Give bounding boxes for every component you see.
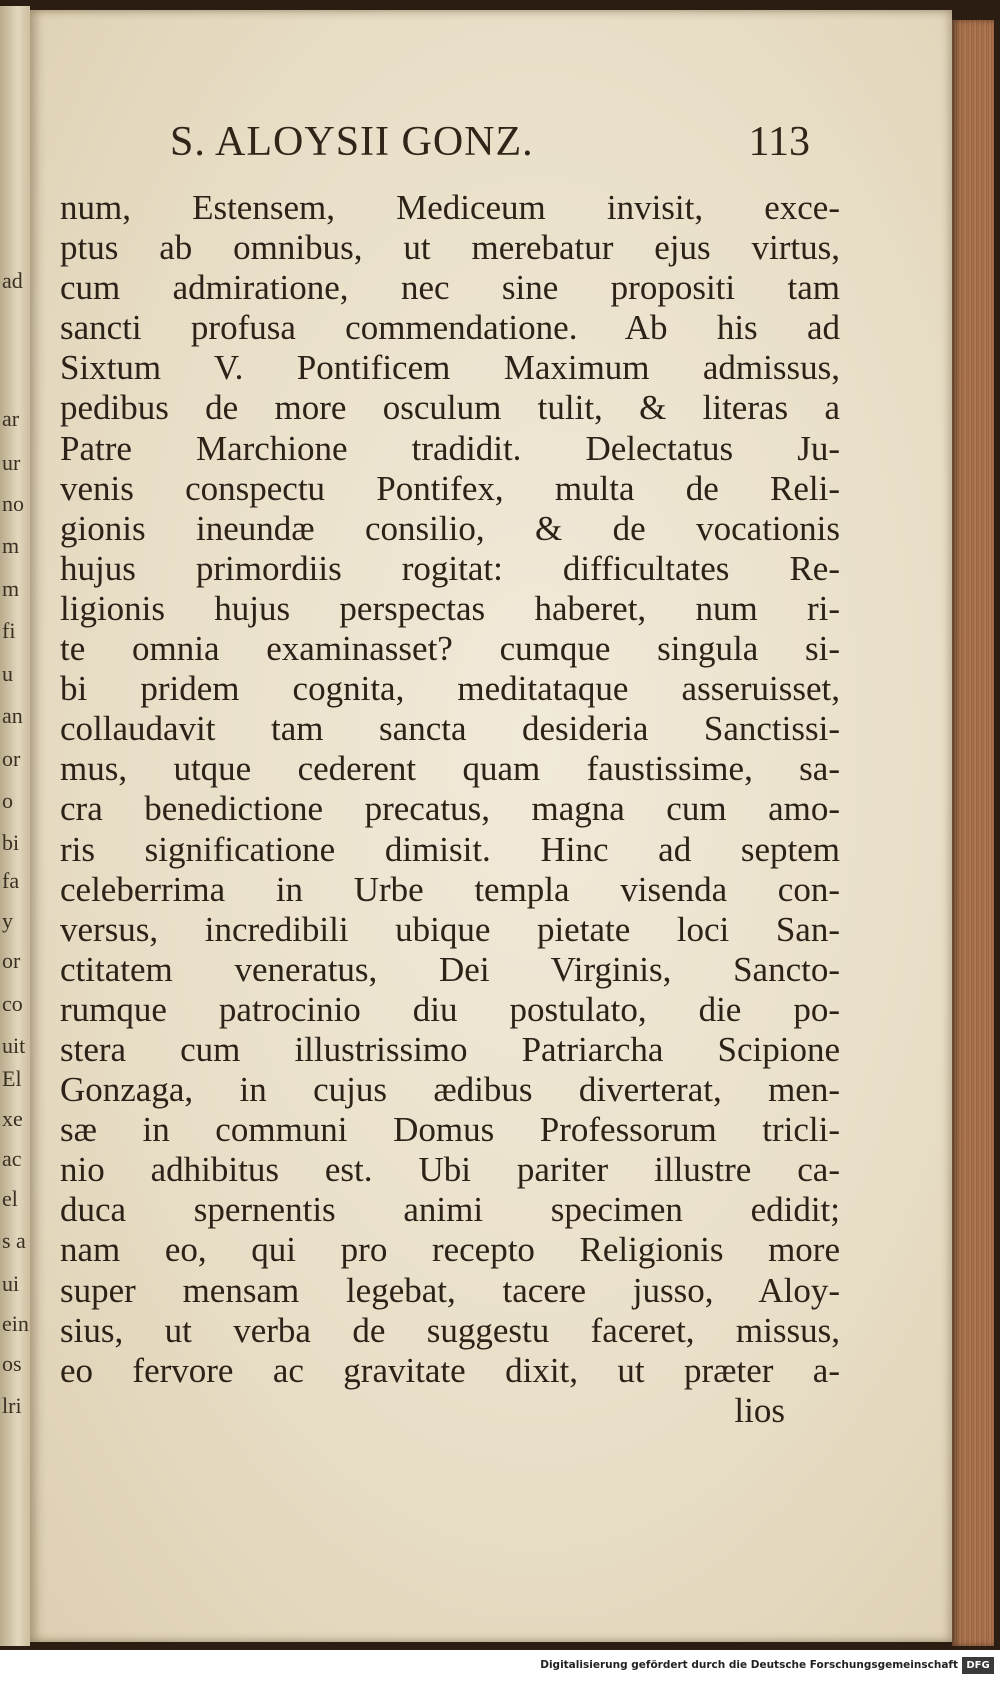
previous-page-fragment: uit bbox=[2, 1033, 26, 1058]
text-line: stera cum illustrissimo Patriarcha Scipione bbox=[60, 1029, 840, 1069]
text-line: Sixtum V. Pontificem Maximum admissus, bbox=[60, 348, 840, 388]
text-line: te omnia examinasset? cumque singula si- bbox=[60, 629, 840, 669]
previous-page-fragment: ui bbox=[2, 1271, 20, 1296]
previous-page-fragment: ad bbox=[2, 268, 23, 293]
text-line: num, Estensem, Mediceum invisit, exce- bbox=[60, 188, 840, 227]
page-header bbox=[170, 118, 810, 178]
page-number: 113 bbox=[748, 119, 810, 165]
previous-page-fragment: ein bbox=[2, 1311, 29, 1336]
text-line: Patre Marchione tradidit. Delectatus Ju- bbox=[60, 428, 840, 468]
text-line: eo fervore ac gravitate dixit, ut præter a- bbox=[60, 1350, 840, 1390]
text-line: ptus ab omnibus, ut merebatur ejus virtus, bbox=[60, 228, 840, 268]
body-text bbox=[60, 188, 840, 1431]
text-line: Gonzaga, in cujus ædibus diverterat, men- bbox=[60, 1070, 840, 1110]
text-line: cum admiratione, nec sine propositi tam bbox=[60, 268, 840, 308]
text-line: collaudavit tam sancta desideria Sanctissi- bbox=[60, 709, 840, 749]
previous-page-fragment: el bbox=[2, 1186, 18, 1211]
previous-page-fragment: lri bbox=[2, 1393, 22, 1418]
running-head: S. ALOYSII GONZ. bbox=[170, 119, 534, 165]
funding-credit: Digitalisierung gefördert durch die Deutsche Forschungsgemeinschaft bbox=[540, 1659, 958, 1671]
previous-page-edge bbox=[0, 6, 30, 1646]
previous-page-fragment: or bbox=[2, 948, 21, 973]
previous-page-fragment: El bbox=[2, 1066, 22, 1091]
text-line: bi pridem cognita, meditataque asseruisset, bbox=[60, 669, 840, 709]
previous-page-fragment: bi bbox=[2, 830, 20, 855]
previous-page-fragment: y bbox=[2, 908, 13, 933]
previous-page-fragment: m bbox=[2, 533, 20, 558]
previous-page-fragment: ur bbox=[2, 450, 21, 475]
text-line: ctitatem veneratus, Dei Virginis, Sancto- bbox=[60, 949, 840, 989]
previous-page-fragment: or bbox=[2, 746, 21, 771]
text-line: hujus primordiis rogitat: difficultates Re- bbox=[60, 548, 840, 588]
previous-page-fragment: xe bbox=[2, 1106, 23, 1131]
page-block-edge bbox=[952, 20, 994, 1646]
previous-page-fragment: co bbox=[2, 991, 23, 1016]
text-line: mus, utque cederent quam faustissime, sa- bbox=[60, 749, 840, 789]
previous-page-fragment: os bbox=[2, 1351, 22, 1376]
text-line: sius, ut verba de suggestu faceret, missus, bbox=[60, 1310, 840, 1350]
previous-page-fragment: fa bbox=[2, 868, 20, 893]
text-line: venis conspectu Pontifex, multa de Reli- bbox=[60, 468, 840, 508]
previous-page-fragment: m bbox=[2, 576, 20, 601]
text-line: sancti profusa commendatione. Ab his ad bbox=[60, 308, 840, 348]
previous-page-fragment: o bbox=[2, 788, 13, 813]
text-line: nio adhibitus est. Ubi pariter illustre ca- bbox=[60, 1150, 840, 1190]
catchword: lios bbox=[734, 1390, 785, 1430]
text-line: super mensam legebat, tacere jusso, Aloy- bbox=[60, 1270, 840, 1310]
text-line: ligionis hujus perspectas haberet, num ri- bbox=[60, 588, 840, 628]
text-line: gionis ineundæ consilio, & de vocationis bbox=[60, 508, 840, 548]
previous-page-fragment: ac bbox=[2, 1146, 22, 1171]
previous-page-fragment: u bbox=[2, 661, 13, 686]
dfg-logo: DFG bbox=[962, 1657, 994, 1674]
text-line: celeberrima in Urbe templa visenda con- bbox=[60, 869, 840, 909]
digitization-footer bbox=[0, 1650, 1000, 1682]
previous-page-fragment: ar bbox=[2, 406, 20, 431]
previous-page-fragment: no bbox=[2, 491, 24, 516]
previous-page-fragment: an bbox=[2, 703, 23, 728]
previous-page-fragment: s a bbox=[2, 1228, 26, 1253]
text-line: duca spernentis animi specimen edidit; bbox=[60, 1190, 840, 1230]
text-line: sæ in communi Domus Professorum tricli- bbox=[60, 1110, 840, 1150]
text-line: ris significatione dimisit. Hinc ad septem bbox=[60, 829, 840, 869]
text-line: nam eo, qui pro recepto Religionis more bbox=[60, 1230, 840, 1270]
previous-page-fragment: fi bbox=[2, 618, 16, 643]
text-line: versus, incredibili ubique pietate loci San- bbox=[60, 909, 840, 949]
text-line: pedibus de more osculum tulit, & literas a bbox=[60, 388, 840, 428]
text-line: cra benedictione precatus, magna cum amo- bbox=[60, 789, 840, 829]
text-line: rumque patrocinio diu postulato, die po- bbox=[60, 989, 840, 1029]
